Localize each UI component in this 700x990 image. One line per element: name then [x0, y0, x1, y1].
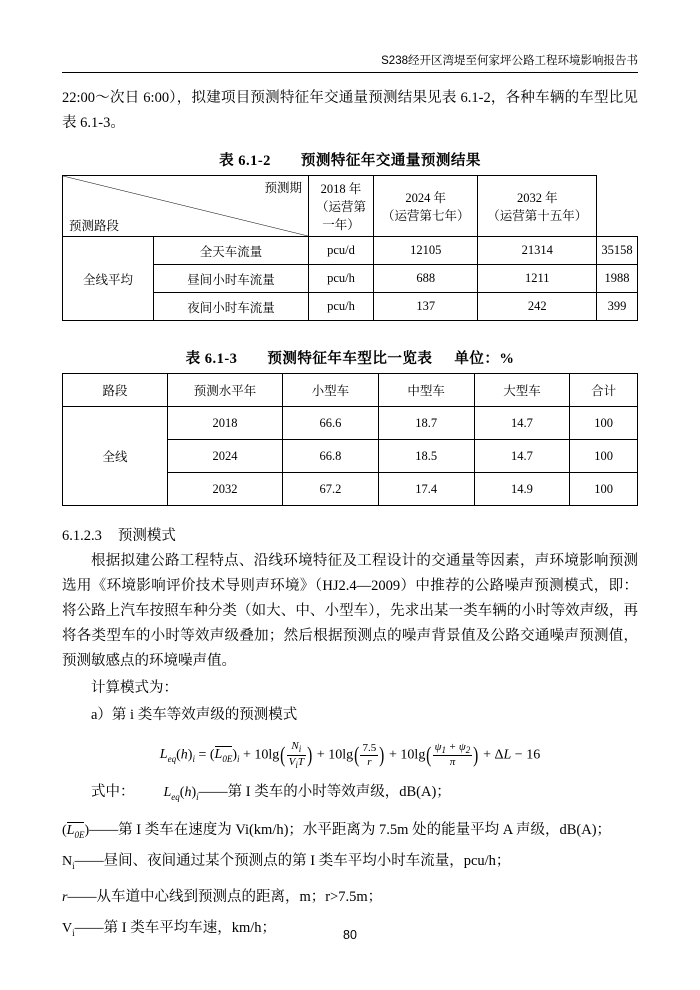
- table2-header-cell: 大型车: [474, 374, 570, 407]
- table1-row-item: 夜间小时车流量: [154, 293, 309, 321]
- section-heading: [62, 524, 638, 545]
- variable-desc: ——从车道中心线到预测点的距离，m；r>7.5m；: [67, 888, 383, 905]
- table1-header-cell: [309, 176, 374, 237]
- variable-item: [62, 849, 638, 879]
- table-row: [63, 237, 638, 265]
- table1-cell-value: 137: [374, 293, 478, 321]
- table2-cell-small: 67.2: [283, 473, 379, 506]
- table2-cell-medium: 18.5: [378, 440, 474, 473]
- header-divider: [62, 72, 638, 73]
- variable-definitions: [62, 780, 638, 945]
- table1-cell-value: 21314: [478, 237, 597, 265]
- table1-header-year: 2018 年: [320, 182, 362, 196]
- table2-cell-large: 14.9: [474, 473, 570, 506]
- table1-row-item: 全天车流量: [154, 237, 309, 265]
- variable-item: [62, 885, 638, 910]
- variable-symbol: $V_i$: [62, 920, 75, 938]
- formula-expression: $L_{eq}(h)_i = (L_{0E})_i + 10\lg$( $\frac{N_i}{V_iT}$ ) + 10lg( $\frac{7.5}{r}$ ) + 10lg( $\frac{\psi_1 + \psi_2}{\pi}$ ) + ΔL − 16: [159, 740, 541, 770]
- table1-corner-cell: [63, 176, 309, 237]
- table1-header-note: （运营第十五年）: [487, 209, 588, 223]
- section-paragraph-1: 根据拟建公路工程特点、沿线环境特征及工程设计的交通量等因素，声环境影响预测选用《环境影响评价技术导则声环境》（HJ2.4—2009）中推荐的公路噪声预测模式，即：将公路上汽车按照车种分类（如大、中、小型车），先求出某一类车辆的小时等效声级，再将各类型车的小时等效声级叠加；然后根据预测点的噪声背景值及公路交通噪声预测值，预测敏感点的环境噪声值。: [62, 553, 638, 669]
- table1-header-note: （运营第一年）: [315, 200, 366, 232]
- table2-header-cell: 预测水平年: [168, 374, 283, 407]
- table1-group-label: 全线平均: [63, 237, 154, 321]
- table2-cell-year: 2018: [168, 407, 283, 440]
- corner-top-right-label: 预测期: [264, 181, 302, 195]
- table2-cell-total: 100: [570, 440, 638, 473]
- table2-cell-year: 2024: [168, 440, 283, 473]
- table1-header-year: 2032 年: [516, 191, 558, 205]
- table2-group-label: 全线: [63, 407, 168, 506]
- variables-lead: 式中：: [91, 784, 135, 801]
- table2-header-cell: 小型车: [283, 374, 379, 407]
- table2-caption-unit: 单位：%: [454, 351, 515, 367]
- variable-desc: ——第 I 类车平均车速，km/h；: [74, 919, 277, 936]
- section-title: 预测模式: [117, 528, 176, 544]
- variable-item: [62, 818, 638, 843]
- table2-cell-small: 66.6: [283, 407, 379, 440]
- table2-cell-large: 14.7: [474, 440, 570, 473]
- table2-header-cell: 中型车: [378, 374, 474, 407]
- traffic-volume-table: [62, 175, 638, 321]
- table1-header-year: 2024 年: [405, 191, 447, 205]
- table2-caption-wrap: [62, 347, 638, 368]
- variable-symbol: $(L_{0E})$: [62, 822, 90, 840]
- variable-item: [62, 780, 638, 810]
- table2-cell-total: 100: [570, 473, 638, 506]
- table1-cell-value: 1211: [478, 265, 597, 293]
- page-content: [62, 86, 638, 947]
- table1-cell-value: 688: [374, 265, 478, 293]
- table2-header-cell: 合计: [570, 374, 638, 407]
- table1-cell-value: 12105: [374, 237, 478, 265]
- variable-symbol: $N_i$: [62, 853, 75, 871]
- noise-prediction-formula: [62, 740, 638, 770]
- table2-cell-medium: 17.4: [378, 473, 474, 506]
- section-paragraph-3: a）第 i 类车等效声级的预测模式: [91, 707, 298, 723]
- table1-row-unit: pcu/d: [309, 237, 374, 265]
- table1-caption: 表 6.1-2 预测特征年交通量预测结果: [219, 153, 481, 169]
- section-paragraph-2: 计算模式为：: [91, 680, 178, 696]
- table2-cell-large: 14.7: [474, 407, 570, 440]
- table2-caption: 表 6.1-3 预测特征年车型比一览表: [185, 351, 433, 367]
- vehicle-type-ratio-table: [62, 373, 638, 506]
- table1-header-cell: [478, 176, 597, 237]
- variable-symbol: $L_{eq}(h)_i$: [163, 785, 199, 802]
- table1-row-item: 昼间小时车流量: [154, 265, 309, 293]
- table2-cell-small: 66.8: [283, 440, 379, 473]
- page-header: S238经开区湾堤至何家坪公路工程环境影响报告书: [381, 55, 638, 67]
- table1-row-unit: pcu/h: [309, 265, 374, 293]
- table1-cell-value: 242: [478, 293, 597, 321]
- variable-desc: ——第 I 类车的小时等效声级，dB(A)；: [198, 784, 451, 801]
- intro-paragraph: 22:00～次日 6:00），拟建项目预测特征年交通量预测结果见表 6.1-2，各种车辆的车型比见表 6.1-3。: [62, 90, 638, 131]
- table1-header-cell: [374, 176, 478, 237]
- table1-cell-value: 35158: [597, 237, 638, 265]
- table1-cell-value: 399: [597, 293, 638, 321]
- variable-desc: ——昼间、夜间通过某个预测点的第 I 类车平均小时车流量，pcu/h；: [74, 852, 511, 869]
- variable-symbol: r: [62, 889, 68, 905]
- page-number: 80: [343, 928, 357, 942]
- table2-cell-year: 2032: [168, 473, 283, 506]
- corner-bottom-left-label: 预测路段: [69, 219, 120, 233]
- table1-header-note: （运营第七年）: [381, 209, 470, 223]
- table-row: [63, 407, 638, 440]
- table2-cell-medium: 18.7: [378, 407, 474, 440]
- table1-row-unit: pcu/h: [309, 293, 374, 321]
- table2-cell-total: 100: [570, 407, 638, 440]
- table2-header-cell: 路段: [63, 374, 168, 407]
- variable-desc: ——第 I 类车在速度为 Vi(km/h)；水平距离为 7.5m 处的能量平均 A 声级，dB(A)；: [89, 821, 612, 838]
- table-row: [63, 374, 638, 407]
- table-row: [63, 176, 638, 237]
- table1-cell-value: 1988: [597, 265, 638, 293]
- section-number: 6.1.2.3: [62, 528, 102, 544]
